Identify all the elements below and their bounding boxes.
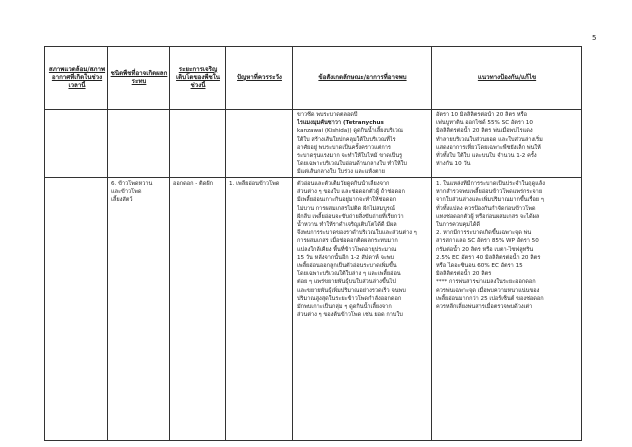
header-problem-text: ปัญหาที่ควรระวัง xyxy=(237,74,282,81)
row-divider xyxy=(45,177,581,178)
row2-problem: 1. เพลี้ยอ่อนข้าวโพด xyxy=(229,181,280,187)
header-solution xyxy=(433,47,581,109)
column-divider xyxy=(107,47,108,440)
header-growth-stage xyxy=(171,47,225,109)
column-divider xyxy=(292,47,293,440)
column-divider xyxy=(225,47,226,440)
header-crop xyxy=(109,47,169,109)
row2-crop: 6. ข้าวโพดหวาน และข้าวโพด เลี้ยงสัตว์ xyxy=(111,181,153,204)
row1-solution: อัตรา 10 มิลลิลิตรต่อน้ำ 20 ลิตร หรือ เฟนบูทาติน ออกไซด์ 55% SC อัตรา 10 มิลลิลิตรต่อน้ำ 20 ลิตร พ่นเมื่อพบไรแดง ทำลายบริเวณใบส่วนยอด และใบส่วนล่างเริ่ม แสดงอาการเหี่ยวโดยเฉพาะพืชยังเล็ก พ่นให้ ทั่วทั้งใบ ใต้ใบ และบนใบ จำนวน 1-2 ครั้ง ห่างกัน 10 วัน xyxy=(436,112,543,168)
header-environment-text: สภาพแวดล้อม/สภาพอากาศที่เกิดในช่วงเวลานี้ xyxy=(48,66,106,89)
row2-solution: 1. ในแหล่งที่มีการระบาดเป็นประจำในฤดูแล้ง หากสำรวจพบเพลี้ยอ่อนข้าวโพดแพร่กระจาย จากใบส่วนล่างและเพิ่มปริมาณมากขึ้นเรื่อย ๆ ทั่วทั้งแปลง ควรป้องกันกำจัดก่อนข้าวโพด แทงช่อดอกตัวผู้ หรือก่อนผสมเกสร จะได้ผล ในการควบคุมได้ดี 2. หากมีการระบาดเกิดขึ้นเฉพาะจุด พ่น สารสกาแลอ SC อัตรา 85% WP อัตรา 50 กรัมต่อน้ำ 20 ลิตร หรือ เบตา-ไซฟลูทริน 2.5% EC อัตรา 40 มิลลิลิตรต่อน้ำ 20 ลิตร หรือ ไดอะซินอน 60% EC อัตรา 15 มิลลิลิตรต่อน้ำ 20 ลิตร **** การพ่นสารฆ่าแมลงในระยะออกดอก ควรพ่นเฉพาะจุด เมื่อพบความหนาแน่นของ เพลี้ยอ่อนมากกว่า 25 เปอร์เซ็นต์ ของช่อดอก ควรหลีกเลี่ยงพ่นสารเมื่อตรวจพบด้วงเต่า xyxy=(436,181,545,311)
row2-observation: ตัวอ่อนและตัวเต็มวัยดูดกินน้ำเลี้ยงจาก ส่วนต่าง ๆ ของใบ และช่อดอกตัวผู้ ถ้าช่อดอก มีเพลี้ยอ่อนเกาะกินอยู่มากจะทำให้ช่อดอก ไม่บาน การผสมเกสรไม่ติด ฝักไม่สมบูรณ์ ฝักลีบ เพลี้ยอ่อนจะขับถ่ายสิ่งขับถ่ายที่เรียกว่า น้ำหวาน ทำให้ราดำเจริญเติบโตได้ดี มีผล จึงพบการระบาดของราดำบริเวณใบและส่วนต่าง ๆ การผสมเกสร เมื่อช่อดอกติดผลกระทบมาก แปลงใกล้เคียง พื้นที่ข้าวโพดอายุประมาณ 15 วัน หลังจากนั้นอีก 1-2 สัปดาห์ จะพบ เพลี้ยอ่อนออกลูกเป็นตัวอ่อนระบาดเพิ่มขึ้น โดยเฉพาะบริเวณใต้ใบล่าง ๆ และเพลี้ยอ่อน ต่อย ๆ แพร่ขยายพันธุ์บนใบส่วนล่างขึ้นไป และขยายพันธุ์เพิ่มปริมาณอย่างรวดเร็ว จนพบ ปริมาณสูงสุดในระยะข้าวโพดกำลังออกดอก มักพบเกาะเป็นกลุ่ม ๆ ดูดกินน้ำเลี้ยงจาก ส่วนต่าง ๆ ของต้นข้าวโพด เช่น ยอด กาบใบ xyxy=(297,181,417,319)
header-growth-stage-text: ระยะการเจริญเติบโตของพืชในช่วงนี้ xyxy=(176,66,220,89)
header-observation-text: ข้อสังเกตลักษณะ/อาการที่อาจพบ xyxy=(318,74,407,81)
advisory-table xyxy=(44,46,582,441)
header-problem xyxy=(227,47,292,109)
row-divider xyxy=(45,109,581,110)
header-solution-text: แนวทางป้องกัน/แก้ไข xyxy=(477,74,537,81)
column-divider xyxy=(431,47,432,440)
row1-observation: ขาวซีด พบระบาดตลอดปี ไรแมงมุมคันซาวา (Tetranychus kanzawai (Kishida)) ดูดกินน้ำเลี้ยงบริเวณ ใต้ใบ สร้างเส้นใยปกคลุมใต้ใบบริเวณที่ไร อาศัยอยู่ พบระบาดเป็นครั้งคราวแต่การ ระบาดรุนแรงมาก จะทำให้ใบไหม้ ขาดเป็นรู โดยเฉพาะบริเวณใบอ่อนด้านกลางใบ ทำให้ใบ มีแต่เส้นกลางใบ ใบร่วง และแห้งตาย xyxy=(297,112,407,176)
header-environment xyxy=(47,47,107,109)
page-number: 5 xyxy=(592,34,597,42)
column-divider xyxy=(169,47,170,440)
row2-growth-stage: ออกดอก - ติดฝัก xyxy=(173,181,213,187)
header-observation xyxy=(294,47,431,109)
header-crop-text: ชนิดพืชที่อาจเกิดผลกระทบ xyxy=(110,70,168,85)
